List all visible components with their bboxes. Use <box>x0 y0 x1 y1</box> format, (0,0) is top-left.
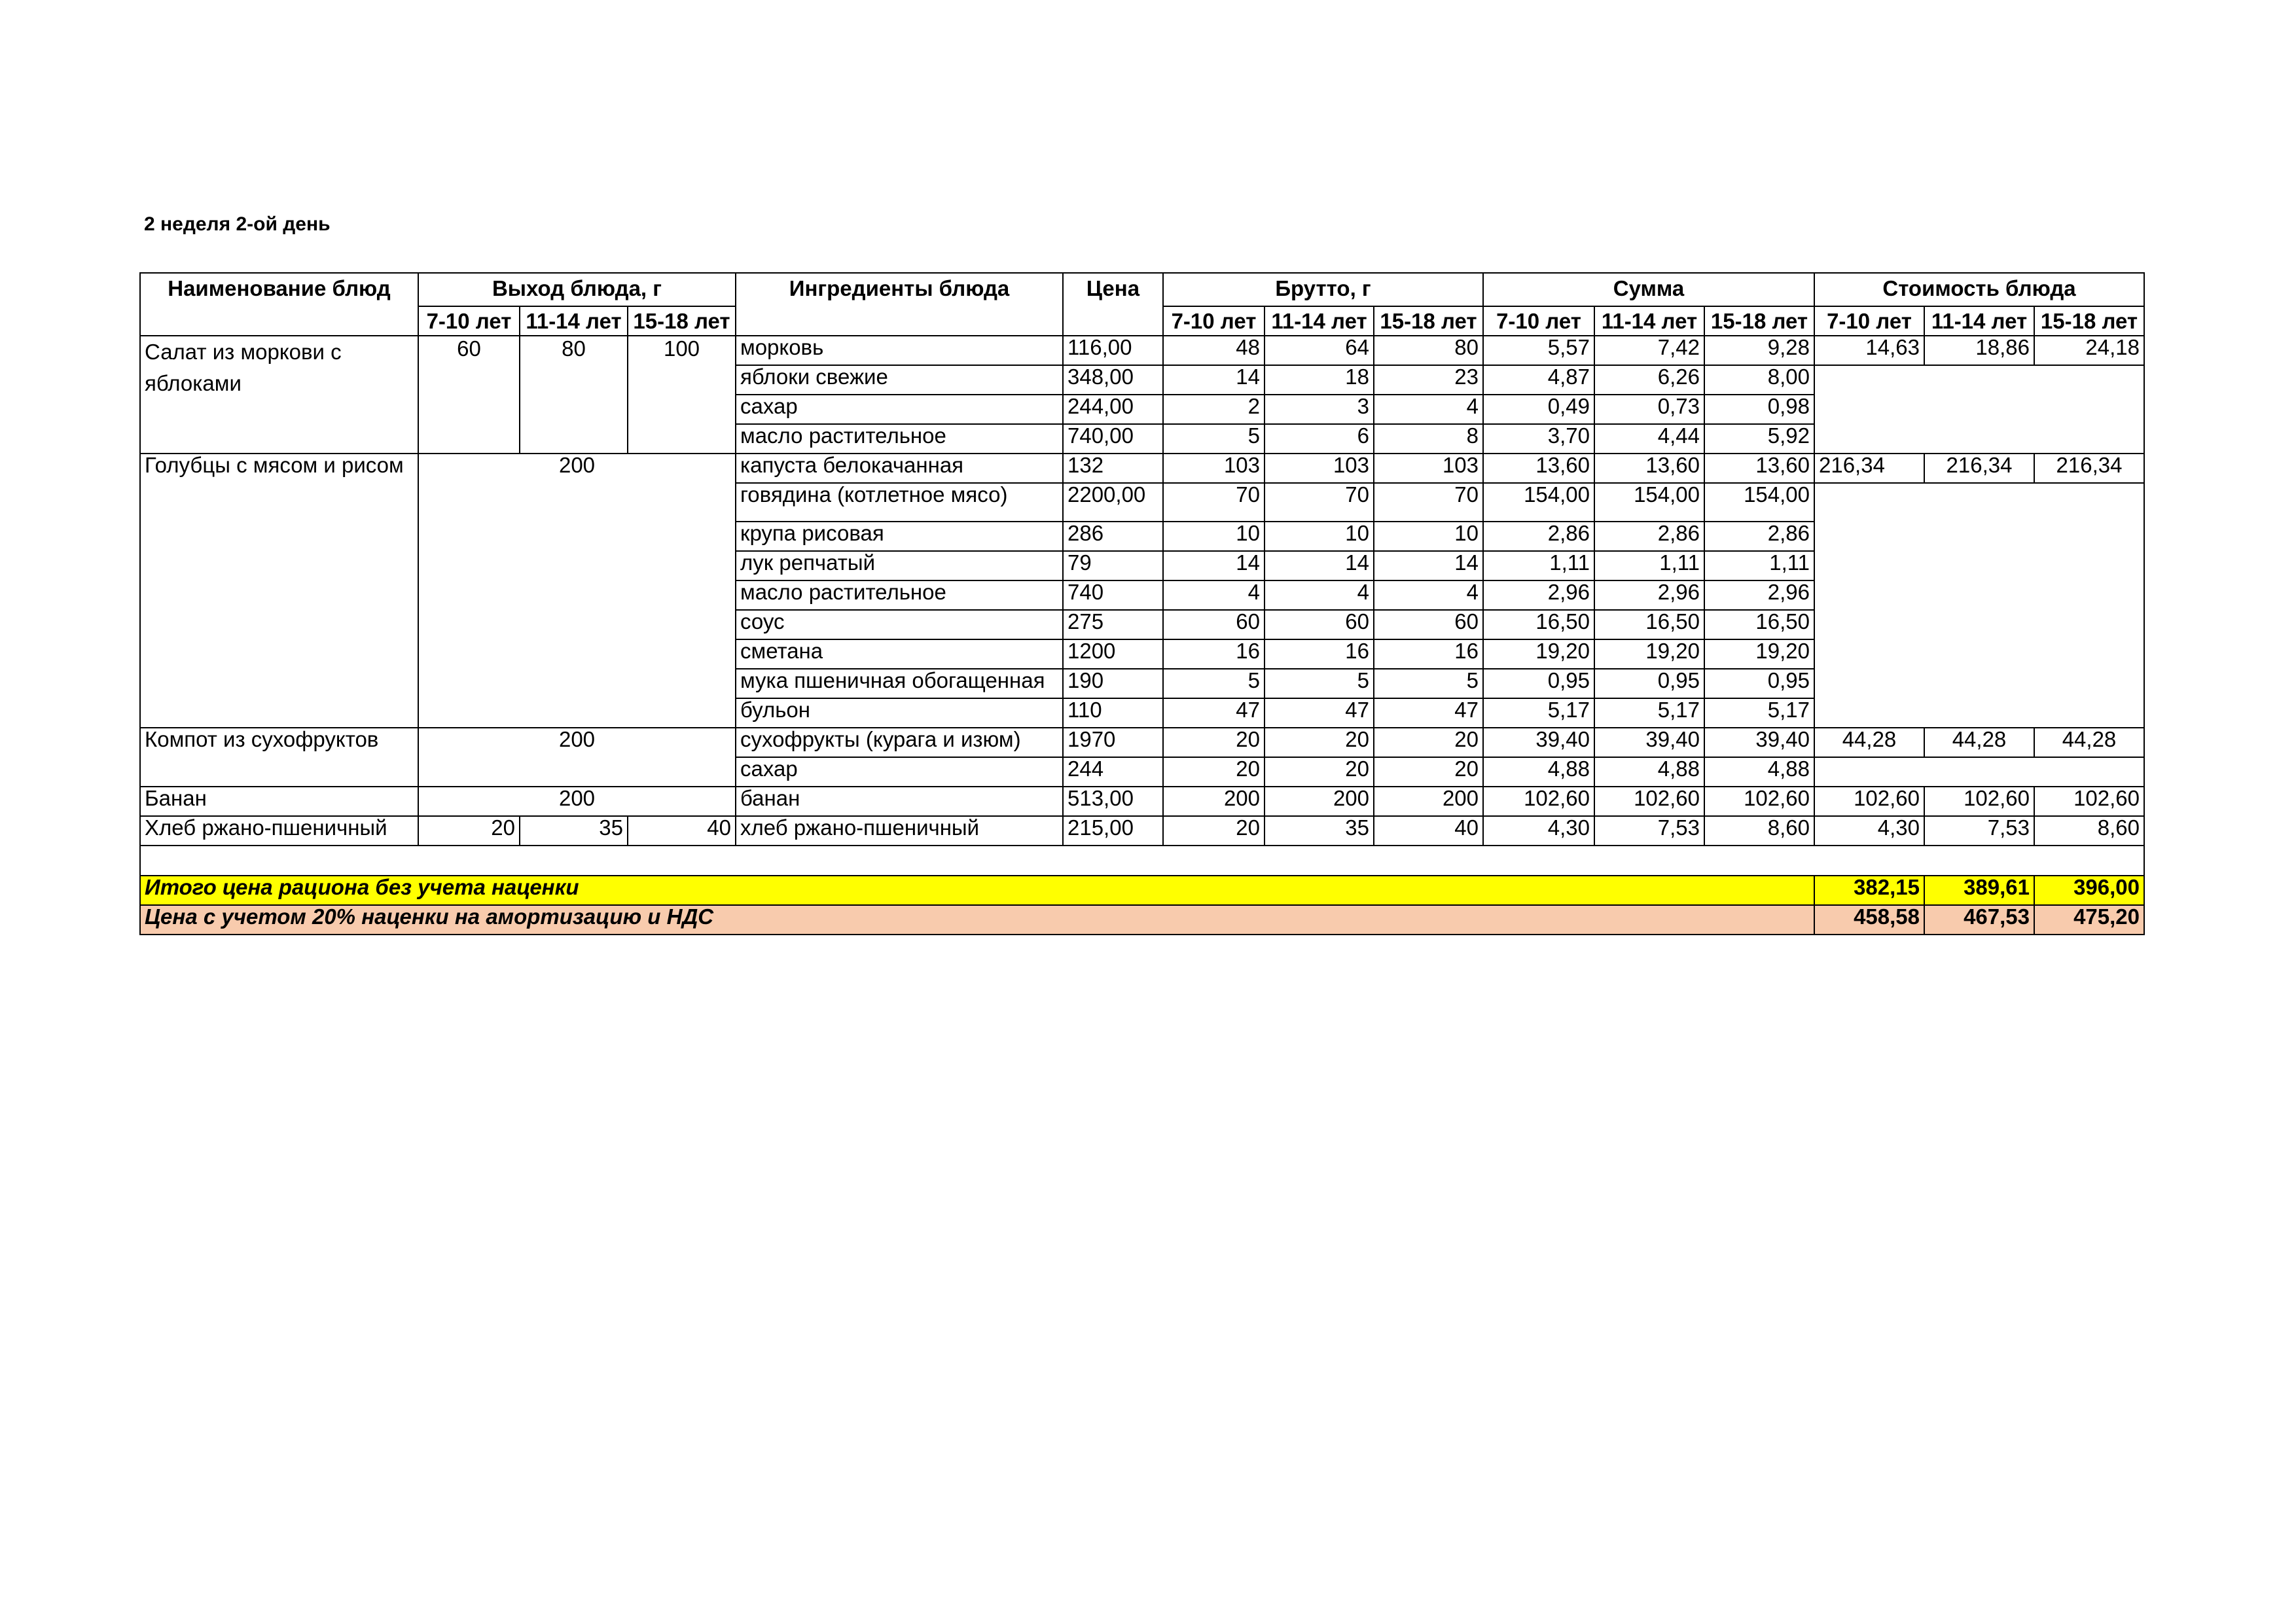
sum-value: 0,73 <box>1594 395 1704 424</box>
header-age: 11-14 лет <box>1924 306 2034 336</box>
header-cost: Стоимость блюда <box>1814 273 2144 306</box>
total-markup-value: 475,20 <box>2034 905 2144 935</box>
dish-output: 200 <box>418 728 736 787</box>
brutto-value: 35 <box>1265 816 1374 846</box>
sum-value: 6,26 <box>1594 365 1704 395</box>
header-output: Выход блюда, г <box>418 273 736 306</box>
total-markup-label: Цена с учетом 20% наценки на амортизацию и НДС <box>140 905 1814 935</box>
sum-value: 2,86 <box>1704 522 1814 551</box>
ingredient-price: 116,00 <box>1063 336 1163 365</box>
header-age: 7-10 лет <box>418 306 520 336</box>
brutto-value: 200 <box>1374 787 1483 816</box>
sum-value: 102,60 <box>1483 787 1594 816</box>
brutto-value: 14 <box>1163 551 1265 580</box>
brutto-value: 10 <box>1265 522 1374 551</box>
brutto-value: 23 <box>1374 365 1483 395</box>
dish-cost: 216,34 <box>1924 454 2034 483</box>
brutto-value: 70 <box>1374 483 1483 522</box>
table-row <box>140 336 2144 365</box>
sum-value: 102,60 <box>1594 787 1704 816</box>
brutto-value: 14 <box>1374 551 1483 580</box>
ingredient-price: 513,00 <box>1063 787 1163 816</box>
ingredient-name: сметана <box>736 639 1063 669</box>
brutto-value: 3 <box>1265 395 1374 424</box>
dish-output: 200 <box>418 454 736 728</box>
brutto-value: 64 <box>1265 336 1374 365</box>
ingredient-name: масло растительное <box>736 580 1063 610</box>
total-markup-row <box>140 905 2144 935</box>
ingredient-price: 110 <box>1063 698 1163 728</box>
brutto-value: 14 <box>1265 551 1374 580</box>
brutto-value: 20 <box>1374 757 1483 787</box>
sum-value: 3,70 <box>1483 424 1594 454</box>
sum-value: 39,40 <box>1704 728 1814 757</box>
sum-value: 2,96 <box>1483 580 1594 610</box>
brutto-value: 20 <box>1163 816 1265 846</box>
ingredient-price: 79 <box>1063 551 1163 580</box>
sum-value: 2,96 <box>1594 580 1704 610</box>
sum-value: 154,00 <box>1483 483 1594 522</box>
ingredient-price: 1970 <box>1063 728 1163 757</box>
header-dish: Наименование блюд <box>140 273 418 336</box>
brutto-value: 14 <box>1163 365 1265 395</box>
page-title: 2 неделя 2-ой день <box>144 213 331 235</box>
dish-cost: 102,60 <box>1814 787 1924 816</box>
ingredient-name: говядина (котлетное мясо) <box>736 483 1063 522</box>
brutto-value: 47 <box>1163 698 1265 728</box>
dish-cost: 102,60 <box>2034 787 2144 816</box>
brutto-value: 47 <box>1265 698 1374 728</box>
brutto-value: 40 <box>1374 816 1483 846</box>
brutto-value: 70 <box>1265 483 1374 522</box>
sum-value: 154,00 <box>1594 483 1704 522</box>
menu-table <box>139 272 2145 935</box>
sum-value: 1,11 <box>1704 551 1814 580</box>
sum-value: 4,88 <box>1704 757 1814 787</box>
ingredient-name: сухофрукты (курага и изюм) <box>736 728 1063 757</box>
dish-output: 200 <box>418 787 736 816</box>
brutto-value: 103 <box>1374 454 1483 483</box>
ingredient-price: 132 <box>1063 454 1163 483</box>
dish-cost: 18,86 <box>1924 336 2034 365</box>
brutto-value: 103 <box>1265 454 1374 483</box>
dish-cost: 102,60 <box>1924 787 2034 816</box>
dish-output: 35 <box>520 816 628 846</box>
brutto-value: 5 <box>1163 424 1265 454</box>
sum-value: 154,00 <box>1704 483 1814 522</box>
header-age: 15-18 лет <box>628 306 736 336</box>
dish-output: 80 <box>520 336 628 454</box>
sum-value: 2,96 <box>1704 580 1814 610</box>
total-no-markup-label: Итого цена рациона без учета наценки <box>140 876 1814 905</box>
sum-value: 0,95 <box>1704 669 1814 698</box>
brutto-value: 200 <box>1265 787 1374 816</box>
sum-value: 8,00 <box>1704 365 1814 395</box>
brutto-value: 16 <box>1374 639 1483 669</box>
ingredient-name: банан <box>736 787 1063 816</box>
sum-value: 8,60 <box>1704 816 1814 846</box>
sum-value: 19,20 <box>1483 639 1594 669</box>
ingredient-name: соус <box>736 610 1063 639</box>
sum-value: 9,28 <box>1704 336 1814 365</box>
sum-value: 16,50 <box>1594 610 1704 639</box>
sum-value: 2,86 <box>1594 522 1704 551</box>
ingredient-price: 740 <box>1063 580 1163 610</box>
brutto-value: 80 <box>1374 336 1483 365</box>
brutto-value: 16 <box>1265 639 1374 669</box>
header-age: 15-18 лет <box>1374 306 1483 336</box>
dish-name: Голубцы с мясом и рисом <box>140 454 418 728</box>
sum-value: 4,88 <box>1594 757 1704 787</box>
ingredient-name: сахар <box>736 395 1063 424</box>
table-row <box>140 787 2144 816</box>
brutto-value: 10 <box>1374 522 1483 551</box>
brutto-value: 200 <box>1163 787 1265 816</box>
dish-output: 100 <box>628 336 736 454</box>
dish-cost: 44,28 <box>1924 728 2034 757</box>
header-age: 11-14 лет <box>520 306 628 336</box>
sum-value: 4,30 <box>1483 816 1594 846</box>
brutto-value: 20 <box>1265 757 1374 787</box>
brutto-value: 6 <box>1265 424 1374 454</box>
ingredient-name: лук репчатый <box>736 551 1063 580</box>
header-brutto: Брутто, г <box>1163 273 1483 306</box>
ingredient-name: масло растительное <box>736 424 1063 454</box>
spacer-row <box>140 846 2144 876</box>
brutto-value: 60 <box>1374 610 1483 639</box>
brutto-value: 4 <box>1163 580 1265 610</box>
table-row <box>140 454 2144 483</box>
dish-cost: 7,53 <box>1924 816 2034 846</box>
brutto-value: 20 <box>1265 728 1374 757</box>
brutto-value: 103 <box>1163 454 1265 483</box>
sum-value: 5,17 <box>1483 698 1594 728</box>
sum-value: 39,40 <box>1483 728 1594 757</box>
brutto-value: 5 <box>1265 669 1374 698</box>
ingredient-name: крупа рисовая <box>736 522 1063 551</box>
header-age: 11-14 лет <box>1594 306 1704 336</box>
ingredient-price: 215,00 <box>1063 816 1163 846</box>
ingredient-price: 275 <box>1063 610 1163 639</box>
total-markup-value: 458,58 <box>1814 905 1924 935</box>
table-row <box>140 816 2144 846</box>
ingredient-price: 740,00 <box>1063 424 1163 454</box>
total-no-markup-value: 389,61 <box>1924 876 2034 905</box>
brutto-value: 2 <box>1163 395 1265 424</box>
sum-value: 7,53 <box>1594 816 1704 846</box>
sum-value: 1,11 <box>1483 551 1594 580</box>
total-no-markup-row <box>140 876 2144 905</box>
header-age: 7-10 лет <box>1814 306 1924 336</box>
brutto-value: 60 <box>1265 610 1374 639</box>
dish-output: 20 <box>418 816 520 846</box>
sum-value: 5,57 <box>1483 336 1594 365</box>
ingredient-name: сахар <box>736 757 1063 787</box>
spacer-cell <box>140 846 2144 876</box>
sum-value: 19,20 <box>1594 639 1704 669</box>
dish-name: Хлеб ржано-пшеничный <box>140 816 418 846</box>
ingredient-name: мука пшеничная обогащенная <box>736 669 1063 698</box>
total-no-markup-value: 382,15 <box>1814 876 1924 905</box>
sum-value: 102,60 <box>1704 787 1814 816</box>
ingredient-name: бульон <box>736 698 1063 728</box>
header-age: 11-14 лет <box>1265 306 1374 336</box>
header-row <box>140 273 2144 306</box>
header-age: 15-18 лет <box>1704 306 1814 336</box>
dish-cost: 24,18 <box>2034 336 2144 365</box>
brutto-value: 48 <box>1163 336 1265 365</box>
sum-value: 13,60 <box>1704 454 1814 483</box>
dish-output: 40 <box>628 816 736 846</box>
brutto-value: 20 <box>1163 757 1265 787</box>
sum-value: 4,87 <box>1483 365 1594 395</box>
sum-value: 13,60 <box>1483 454 1594 483</box>
dish-cost: 44,28 <box>2034 728 2144 757</box>
dish-cost: 14,63 <box>1814 336 1924 365</box>
ingredient-price: 244 <box>1063 757 1163 787</box>
ingredient-price: 348,00 <box>1063 365 1163 395</box>
ingredient-price: 190 <box>1063 669 1163 698</box>
brutto-value: 4 <box>1374 580 1483 610</box>
sum-value: 5,17 <box>1704 698 1814 728</box>
ingredient-name: яблоки свежие <box>736 365 1063 395</box>
dish-cost: 8,60 <box>2034 816 2144 846</box>
dish-cost: 216,34 <box>2034 454 2144 483</box>
sum-value: 1,11 <box>1594 551 1704 580</box>
dish-cost: 216,34 <box>1814 454 1924 483</box>
cost-empty <box>1814 483 2144 728</box>
header-age: 7-10 лет <box>1483 306 1594 336</box>
brutto-value: 5 <box>1163 669 1265 698</box>
header-price: Цена <box>1063 273 1163 336</box>
sum-value: 5,92 <box>1704 424 1814 454</box>
dish-cost: 44,28 <box>1814 728 1924 757</box>
brutto-value: 8 <box>1374 424 1483 454</box>
sum-value: 16,50 <box>1704 610 1814 639</box>
brutto-value: 4 <box>1265 580 1374 610</box>
dish-cost: 4,30 <box>1814 816 1924 846</box>
brutto-value: 20 <box>1163 728 1265 757</box>
sum-value: 5,17 <box>1594 698 1704 728</box>
header-sum: Сумма <box>1483 273 1814 306</box>
ingredient-name: хлеб ржано-пшеничный <box>736 816 1063 846</box>
brutto-value: 20 <box>1374 728 1483 757</box>
table-row <box>140 728 2144 757</box>
sum-value: 2,86 <box>1483 522 1594 551</box>
brutto-value: 70 <box>1163 483 1265 522</box>
dish-name: Салат из моркови с яблоками <box>140 336 418 454</box>
brutto-value: 4 <box>1374 395 1483 424</box>
ingredient-price: 286 <box>1063 522 1163 551</box>
sum-value: 19,20 <box>1704 639 1814 669</box>
sum-value: 0,98 <box>1704 395 1814 424</box>
header-age: 15-18 лет <box>2034 306 2144 336</box>
sum-value: 0,49 <box>1483 395 1594 424</box>
brutto-value: 60 <box>1163 610 1265 639</box>
cost-empty <box>1814 365 2144 454</box>
header-ingredients: Ингредиенты блюда <box>736 273 1063 336</box>
dish-name: Компот из сухофруктов <box>140 728 418 787</box>
ingredient-name: капуста белокачанная <box>736 454 1063 483</box>
header-age: 7-10 лет <box>1163 306 1265 336</box>
brutto-value: 18 <box>1265 365 1374 395</box>
dish-output: 60 <box>418 336 520 454</box>
sum-value: 39,40 <box>1594 728 1704 757</box>
sum-value: 13,60 <box>1594 454 1704 483</box>
brutto-value: 5 <box>1374 669 1483 698</box>
cost-empty <box>1814 757 2144 787</box>
brutto-value: 10 <box>1163 522 1265 551</box>
sum-value: 7,42 <box>1594 336 1704 365</box>
dish-name: Банан <box>140 787 418 816</box>
total-no-markup-value: 396,00 <box>2034 876 2144 905</box>
sum-value: 4,88 <box>1483 757 1594 787</box>
brutto-value: 47 <box>1374 698 1483 728</box>
sum-value: 0,95 <box>1483 669 1594 698</box>
brutto-value: 16 <box>1163 639 1265 669</box>
total-markup-value: 467,53 <box>1924 905 2034 935</box>
table-body <box>140 273 2144 935</box>
sum-value: 4,44 <box>1594 424 1704 454</box>
ingredient-price: 1200 <box>1063 639 1163 669</box>
ingredient-price: 244,00 <box>1063 395 1163 424</box>
ingredient-name: морковь <box>736 336 1063 365</box>
ingredient-price: 2200,00 <box>1063 483 1163 522</box>
sum-value: 16,50 <box>1483 610 1594 639</box>
sum-value: 0,95 <box>1594 669 1704 698</box>
